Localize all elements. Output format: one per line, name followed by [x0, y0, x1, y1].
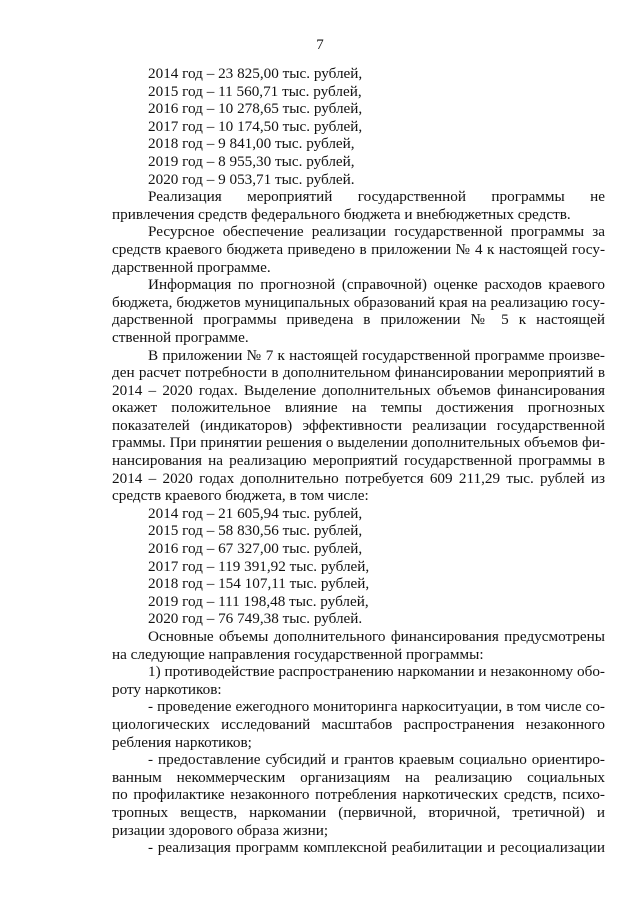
text-line: 2014 год – 23 825,00 тыс. рублей, [148, 65, 363, 82]
text-line: ственной программе. [112, 328, 249, 346]
text-line: ванным некоммерческим организациям на реализацию социальных [112, 768, 605, 786]
text-line: 2018 год – 154 107,11 тыс. рублей, [148, 575, 370, 593]
text-line: ризации здорового образа жизни; [112, 821, 329, 839]
text-line: циологических исследований масштабов распространения незаконного [112, 715, 605, 733]
text-line: 2014 – 2020 годах дополнительно потребуется 609 211,29 тыс. рублей из [112, 469, 605, 487]
text-line: 2015 год – 58 830,56 тыс. рублей, [148, 522, 363, 540]
text-line: - проведение ежегодного мониторинга наркоситуации, в том числе со- [148, 698, 605, 716]
text-line: 2014 – 2020 годах. Выделение дополнительных объемов финансирования [112, 381, 605, 399]
text-line: 2016 год – 10 278,65 тыс. рублей, [148, 100, 363, 118]
text-line: Основные объемы дополнительного финансирования предусмотрены [148, 628, 605, 645]
text-line: ребления наркотиков; [112, 733, 252, 751]
document-body [112, 65, 605, 857]
text-line: Реализация мероприятий государственной программы не [148, 188, 605, 206]
text-line: В приложении № 7 к настоящей государственной программе произве- [148, 346, 605, 364]
text-line: 2019 год – 111 198,48 тыс. рублей, [148, 592, 369, 610]
text-line: на следующие направления государственной программы: [112, 645, 484, 663]
text-line: дарственной программе. [112, 258, 271, 276]
text-line: - реализация программ комплексной реабилитации и ресоциализации [148, 839, 605, 857]
text-line: 2020 год – 76 749,38 тыс. рублей. [148, 610, 363, 628]
text-line: средств краевого бюджета приведено в приложении № 4 к настоящей госу- [112, 240, 605, 258]
text-line: средств краевого бюджета, в том числе: [112, 487, 369, 505]
text-line: ден расчет потребности в дополнительном финансировании мероприятий в [112, 364, 605, 382]
text-line: 2019 год – 8 955,30 тыс. рублей, [148, 152, 355, 170]
text-line: 2018 год – 9 841,00 тыс. рублей, [148, 135, 355, 153]
text-line: дарственной программы приведена в приложении № 5 к настоящей [112, 311, 605, 329]
text-line: тропных веществ, наркомании (первичной, вторичной, третичной) и [112, 803, 605, 821]
text-line: 2017 год – 119 391,92 тыс. рублей, [148, 557, 370, 575]
page-number: 7 [316, 37, 324, 53]
text-line: бюджета, бюджетов муниципальных образований края на реализацию госу- [112, 293, 605, 311]
text-line: по профилактике незаконного потребления наркотических средств, психо- [112, 786, 605, 804]
text-line: Информация по прогнозной (справочной) оценке расходов краевого [148, 276, 605, 294]
text-line: привлечения средств федерального бюджета и внебюджетных средств. [112, 205, 571, 223]
text-line: 2017 год – 10 174,50 тыс. рублей, [148, 117, 363, 135]
text-line: 1) противодействие распространению наркомании и незаконному обо- [148, 663, 605, 681]
text-line: роту наркотиков: [112, 680, 222, 698]
text-line: 2020 год – 9 053,71 тыс. рублей. [148, 170, 355, 188]
text-line: 2016 год – 67 327,00 тыс. рублей, [148, 540, 363, 558]
text-line: окажет положительное влияние на темпы достижения прогнозных [112, 399, 605, 417]
text-line: - предоставление субсидий и грантов краевым социально ориентиро- [148, 751, 605, 769]
text-line: 2015 год – 11 560,71 тыс. рублей, [148, 82, 362, 100]
text-line: нансирования на реализацию мероприятий государственной программы в [112, 452, 605, 470]
text-line: 2014 год – 21 605,94 тыс. рублей, [148, 504, 363, 522]
text-line: показателей (индикаторов) эффективности реализации государственной [112, 416, 605, 434]
text-line: граммы. При принятии решения о выделении дополнительных объемов фи- [112, 434, 605, 452]
text-line: Ресурсное обеспечение реализации государственной программы за [148, 223, 605, 241]
